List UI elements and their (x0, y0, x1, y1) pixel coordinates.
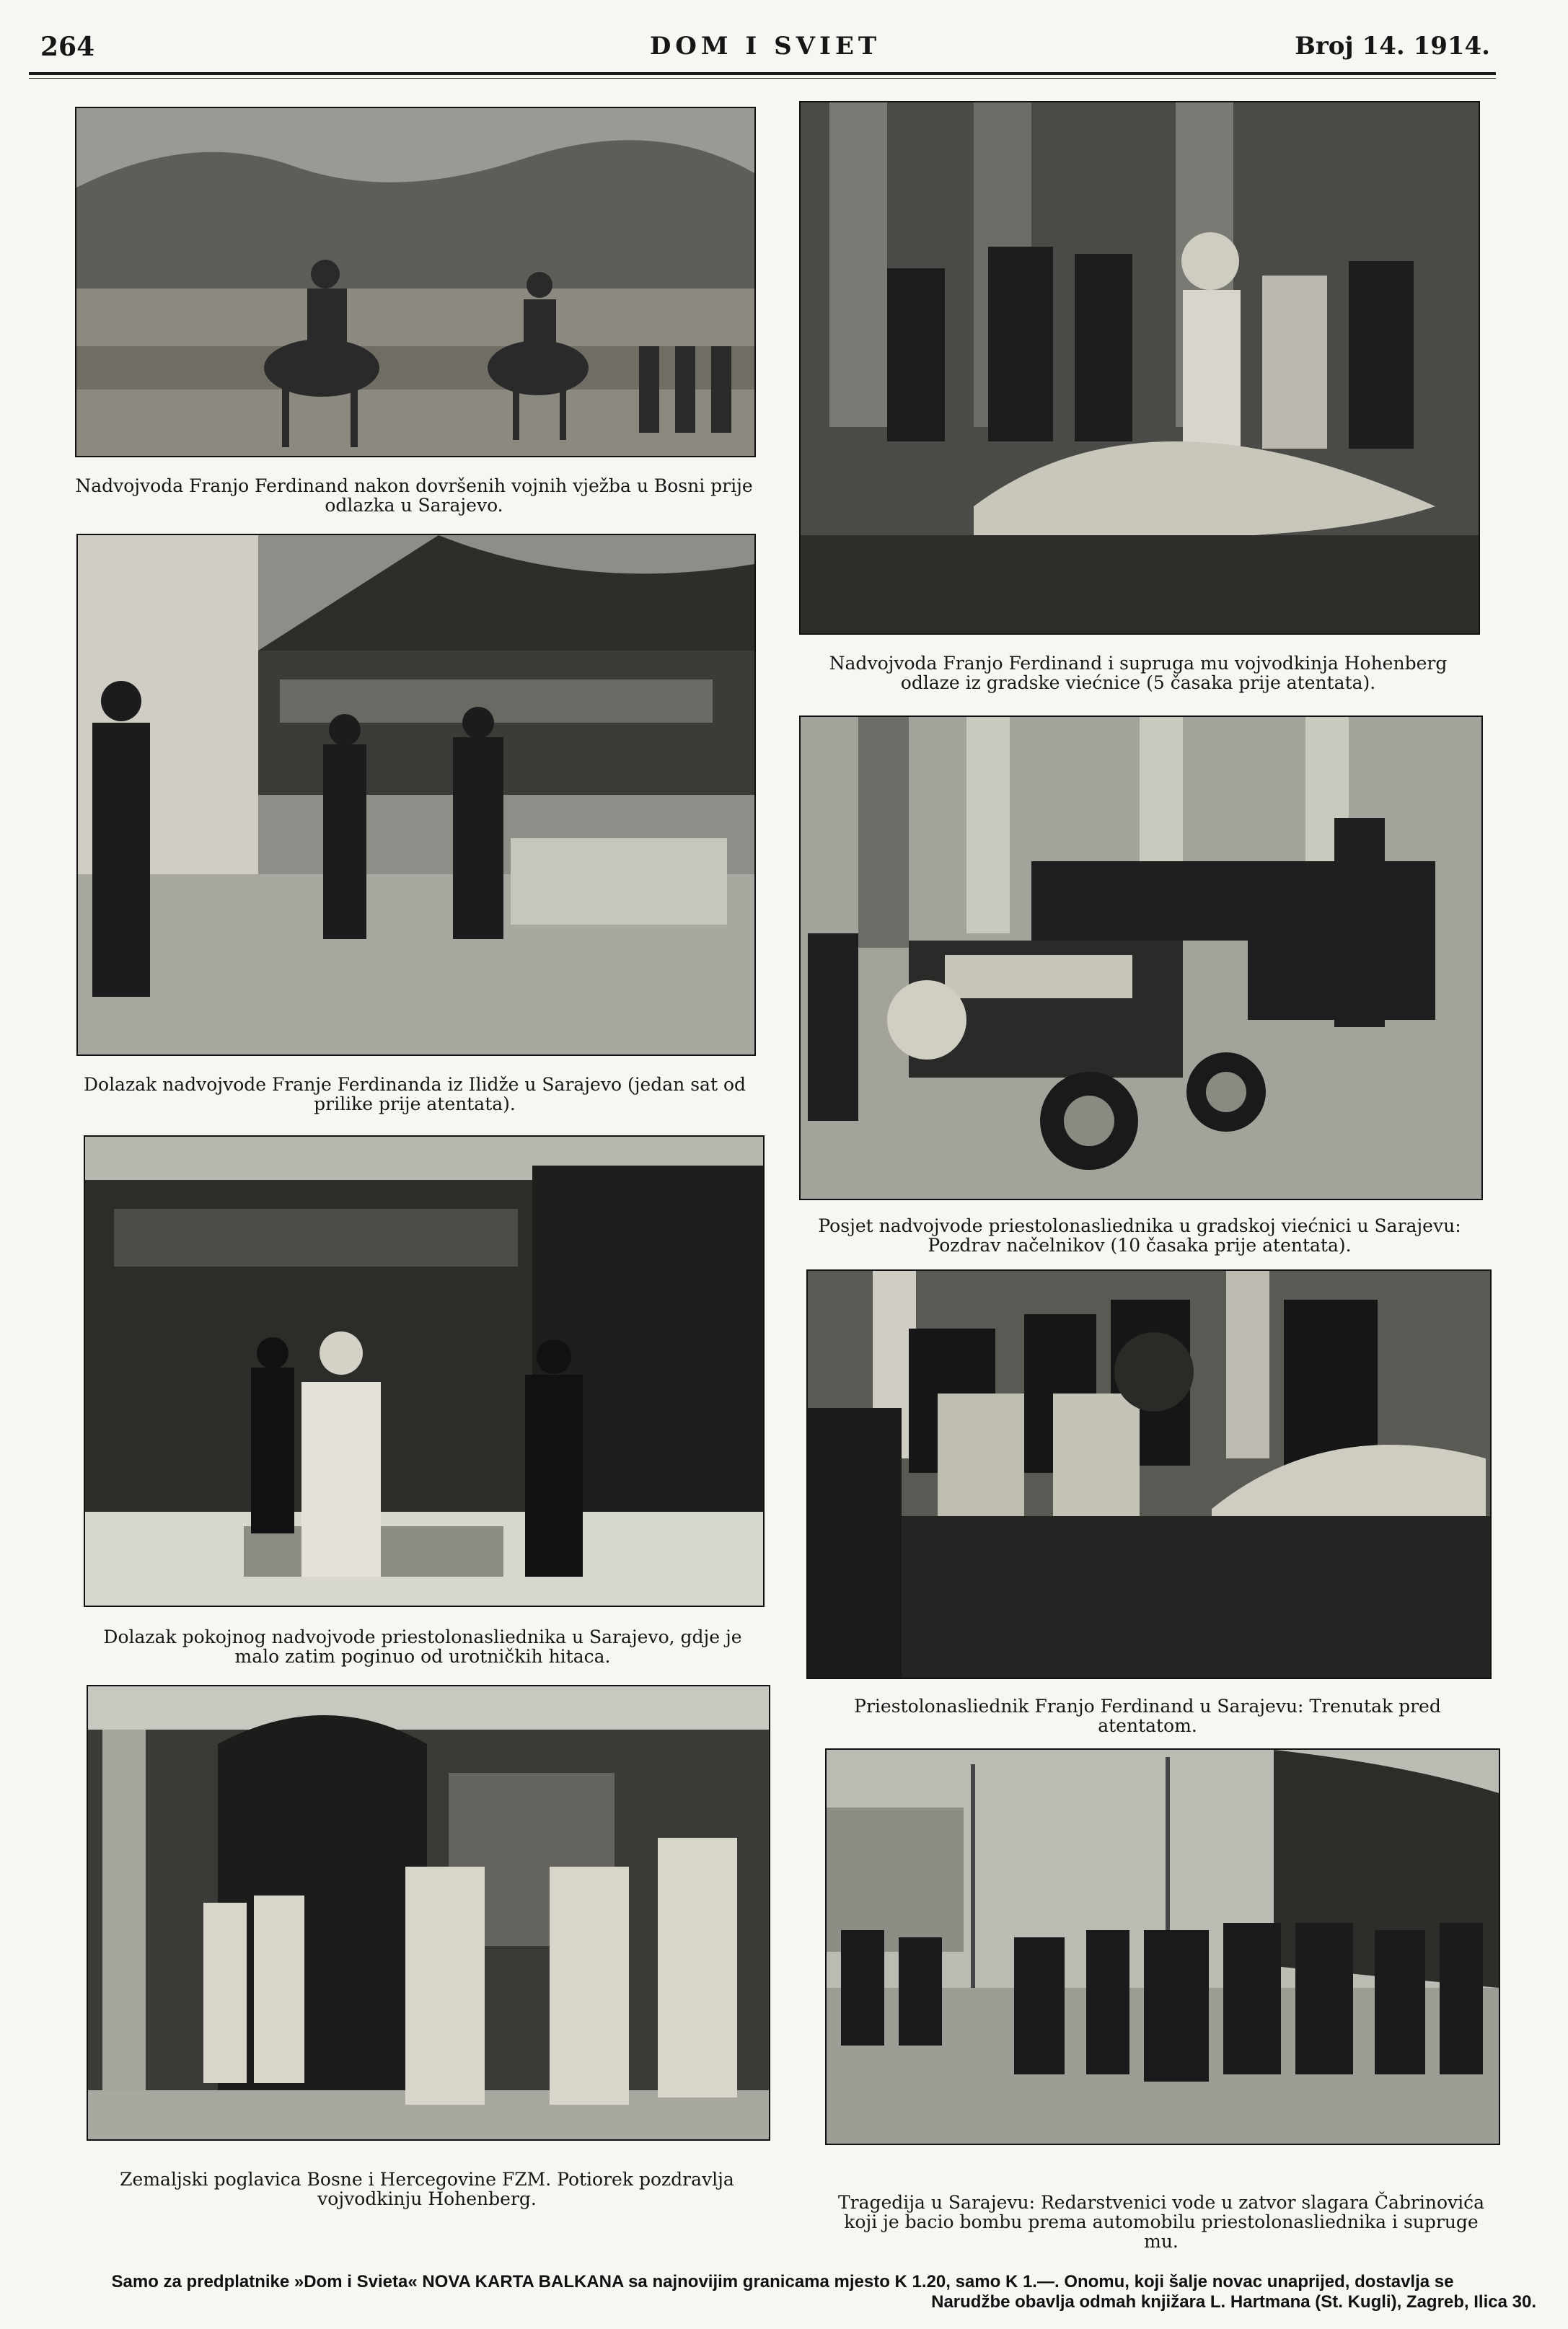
photo-train-arrival (84, 1135, 765, 1607)
caption-city-hall-greeting: Posjet nadvojvode priestolonasliednika u gradskoj viećnici u Sarajevu: Pozdrav načelnikov (10 časaka prije atentata). (818, 1215, 1461, 1256)
footer-line-1: Samo za predplatnike »Dom i Svieta« NOVA KARTA BALKANA sa najnovijim granicama mjesto K 1.20, samo K 1.—. Onomu, koji šalje novac unaprijed, dostavlja se (111, 2272, 1454, 2291)
page-number: 264 (40, 32, 95, 62)
caption-city-hall-departure: Nadvojvoda Franjo Ferdinand i supruga mu vojvodkinja Hohenberg odlaze iz gradske viećnice (5 časaka prije atentata). (829, 653, 1448, 693)
photo-manoeuvres (75, 107, 756, 457)
caption-manoeuvres: Nadvojvoda Franjo Ferdinand nakon dovršenih vojnih vježba u Bosni prije odlazka u Sarajevo. (75, 475, 753, 516)
footer-advertisement (29, 2272, 1536, 2312)
caption-arrest-cabrinovic: Tragedija u Sarajevu: Redarstvenici vode u zatvor slagara Čabrinovića koji je bacio bombu prema automobilu priestolonasliednika i supruge mu. (837, 2192, 1485, 2252)
caption-moment-before: Priestolonasliednik Franjo Ferdinand u Sarajevu: Trenutak pred atentatom. (854, 1696, 1441, 1736)
photo-city-hall-departure (799, 101, 1480, 635)
issue-label: Broj 14. 1914. (1295, 32, 1490, 61)
photo-arrest-cabrinovic (825, 1748, 1500, 2145)
photo-arrival-ilidze (76, 534, 756, 1056)
photo-moment-before (806, 1269, 1492, 1679)
publication-title: DOM I SVIET (649, 32, 881, 61)
footer-line-2: Narudžbe obavlja odmah knjižara L. Hartmana (St. Kugli), Zagreb, Ilica 30. (931, 2292, 1536, 2312)
caption-train-arrival: Dolazak pokojnog nadvojvode priestolonasliednika u Sarajevo, gdje je malo zatim poginuo od urotničkih hitaca. (103, 1626, 742, 1667)
header-rule-thin (29, 78, 1496, 79)
photo-city-hall-greeting (799, 716, 1483, 1200)
page-header (40, 29, 1490, 65)
caption-arrival-ilidze: Dolazak nadvojvode Franje Ferdinanda iz Ilidže u Sarajevo (jedan sat od prilike prije atentata). (83, 1074, 746, 1114)
photo-potiorek-greeting (87, 1685, 770, 2141)
caption-potiorek-greeting: Zemaljski poglavica Bosne i Hercegovine FZM. Potiorek pozdravlja vojvodkinju Hohenberg. (120, 2169, 734, 2209)
header-rule (29, 72, 1496, 75)
